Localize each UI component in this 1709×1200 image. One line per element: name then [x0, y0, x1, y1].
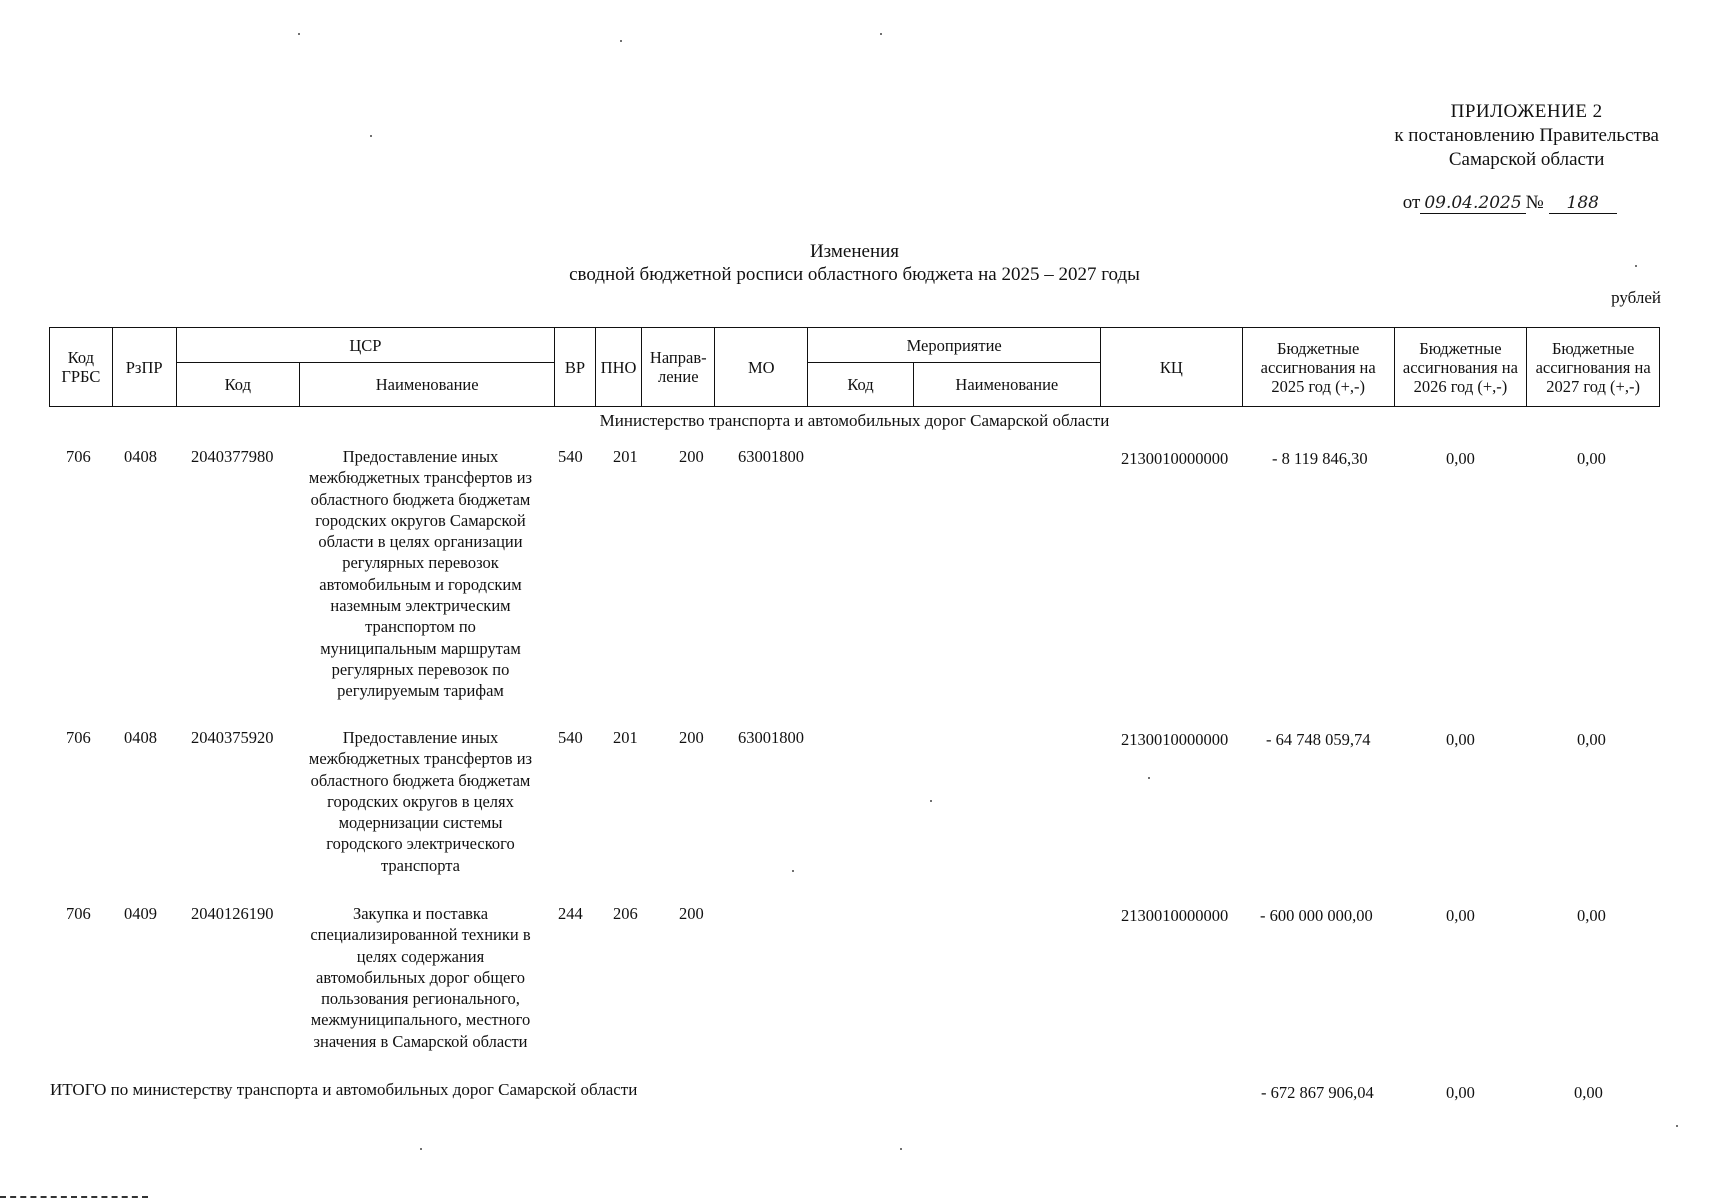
name-line: городских округов в целях [327, 791, 514, 811]
resolution-date-line [1403, 192, 1617, 214]
header-budget-2026: Бюджетные ассигнования на 2026 год (+,-) [1394, 328, 1527, 407]
title-line-1: Изменения [809, 241, 900, 262]
name-line: Предоставление иных [342, 447, 499, 466]
row-budget-2026: 0,00 [1446, 730, 1475, 749]
row-direction: 200 [679, 728, 704, 747]
row-grbs: 706 [66, 904, 91, 923]
title-line-2: сводной бюджетной росписи областного бюджета на 2025 – 2027 годы [569, 264, 1140, 285]
header-event-name: Наименование [913, 363, 1100, 407]
header-direction: Направ-ление [642, 328, 715, 407]
header-csr-name: Наименование [300, 363, 555, 407]
row-pno: 201 [613, 447, 638, 466]
row-vr: 244 [558, 904, 583, 923]
name-line: автомобильных дорог общего [316, 967, 525, 987]
row-budget-2025: - 8 119 846,30 [1272, 449, 1368, 468]
total-budget-2025: - 672 867 906,04 [1261, 1083, 1374, 1102]
name-line: целях содержания [356, 946, 485, 966]
scan-speck [298, 33, 300, 35]
header-budget-2027: Бюджетные ассигнования на 2027 год (+,-) [1527, 328, 1660, 407]
row-vr: 540 [558, 728, 583, 747]
row-rzpr: 0409 [124, 904, 157, 923]
header-pno: ПНО [595, 328, 642, 407]
row-mo: 63001800 [738, 447, 804, 466]
header-event: Мероприятие [808, 328, 1101, 363]
header-budget-2025: Бюджетные ассигнования на 2025 год (+,-) [1242, 328, 1394, 407]
name-line: наземным электрическим [330, 596, 511, 616]
row-pno: 206 [613, 904, 638, 923]
row-budget-2025: - 64 748 059,74 [1266, 730, 1371, 749]
number-prefix: № [1525, 192, 1544, 213]
row-csr-name [298, 446, 543, 702]
row-direction: 200 [679, 904, 704, 923]
appendix-line-2: к постановлению Правительства [1394, 125, 1659, 146]
row-csr-name [298, 727, 543, 876]
units-label: рублей [1611, 288, 1661, 307]
scan-speck [1676, 1125, 1678, 1127]
row-grbs: 706 [66, 728, 91, 747]
table-header [49, 327, 1660, 407]
name-line: регулируемым тарифам [337, 681, 504, 701]
row-vr: 540 [558, 447, 583, 466]
header-csr: ЦСР [176, 328, 555, 363]
row-csr-code: 2040126190 [191, 904, 274, 923]
name-line: городского электрического [326, 834, 515, 854]
name-line: автомобильным и городским [319, 574, 522, 594]
name-line: значения в Самарской области [313, 1031, 528, 1051]
row-csr-code: 2040377980 [191, 447, 274, 466]
scan-speck [1635, 265, 1637, 267]
header-csr-code: Код [176, 363, 300, 407]
name-line: муниципальным маршрутам [320, 638, 521, 658]
name-line: транспортом по [365, 617, 476, 637]
row-rzpr: 0408 [124, 447, 157, 466]
appendix-block [1394, 100, 1659, 172]
handwritten-date: 09.04.2025 [1420, 193, 1525, 214]
name-line: регулярных перевозок по [331, 659, 510, 679]
row-kc: 2130010000000 [1121, 906, 1229, 925]
name-line: городских округов Самарской [315, 510, 526, 530]
name-line: транспорта [381, 855, 460, 875]
total-budget-2027: 0,00 [1574, 1083, 1603, 1102]
header-grbs: Код ГРБС [50, 328, 113, 407]
name-line: Закупка и поставка [352, 904, 489, 923]
footer-dashed-line [0, 1196, 148, 1198]
scan-speck [880, 33, 882, 35]
row-budget-2027: 0,00 [1577, 449, 1606, 468]
row-grbs: 706 [66, 447, 91, 466]
name-line: межбюджетных трансфертов из [308, 749, 533, 769]
row-budget-2025: - 600 000 000,00 [1260, 906, 1373, 925]
document-title [0, 240, 1709, 286]
name-line: регулярных перевозок [342, 553, 499, 573]
appendix-title: ПРИЛОЖЕНИЕ 2 [1450, 101, 1603, 122]
row-csr-name [298, 903, 543, 1052]
handwritten-number: 188 [1549, 193, 1617, 214]
name-line: модернизации системы [338, 813, 503, 833]
row-csr-code: 2040375920 [191, 728, 274, 747]
scan-speck [792, 870, 794, 872]
name-line: межмуниципального, местного [310, 1010, 531, 1030]
row-budget-2027: 0,00 [1577, 730, 1606, 749]
row-mo: 63001800 [738, 728, 804, 747]
header-mo: МО [715, 328, 808, 407]
ministry-heading: Министерство транспорта и автомобильных дорог Самарской области [599, 411, 1110, 430]
row-pno: 201 [613, 728, 638, 747]
total-label: ИТОГО по министерству транспорта и автомобильных дорог Самарской области [50, 1080, 638, 1099]
header-rzpr: РзПР [112, 328, 176, 407]
scan-speck [620, 40, 622, 42]
name-line: областного бюджета бюджетам [310, 770, 531, 790]
row-rzpr: 0408 [124, 728, 157, 747]
row-budget-2026: 0,00 [1446, 906, 1475, 925]
name-line: областного бюджета бюджетам [310, 489, 531, 509]
total-budget-2026: 0,00 [1446, 1083, 1475, 1102]
name-line: межбюджетных трансфертов из [308, 468, 533, 488]
header-kc: КЦ [1100, 328, 1242, 407]
scan-speck [370, 135, 372, 137]
name-line: специализированной техники в [310, 925, 531, 945]
row-kc: 2130010000000 [1121, 449, 1229, 468]
row-kc: 2130010000000 [1121, 730, 1229, 749]
scan-speck [900, 1148, 902, 1150]
appendix-line-3: Самарской области [1448, 149, 1605, 170]
date-prefix: от [1402, 192, 1421, 213]
scan-speck [420, 1148, 422, 1150]
scan-speck [1148, 777, 1150, 779]
row-budget-2026: 0,00 [1446, 449, 1475, 468]
row-budget-2027: 0,00 [1577, 906, 1606, 925]
scan-speck [930, 800, 932, 802]
name-line: пользования регионального, [321, 989, 520, 1009]
row-direction: 200 [679, 447, 704, 466]
name-line: Предоставление иных [342, 728, 499, 747]
header-vr: ВР [555, 328, 596, 407]
name-line: области в целях организации [318, 532, 523, 552]
header-event-code: Код [808, 363, 913, 407]
